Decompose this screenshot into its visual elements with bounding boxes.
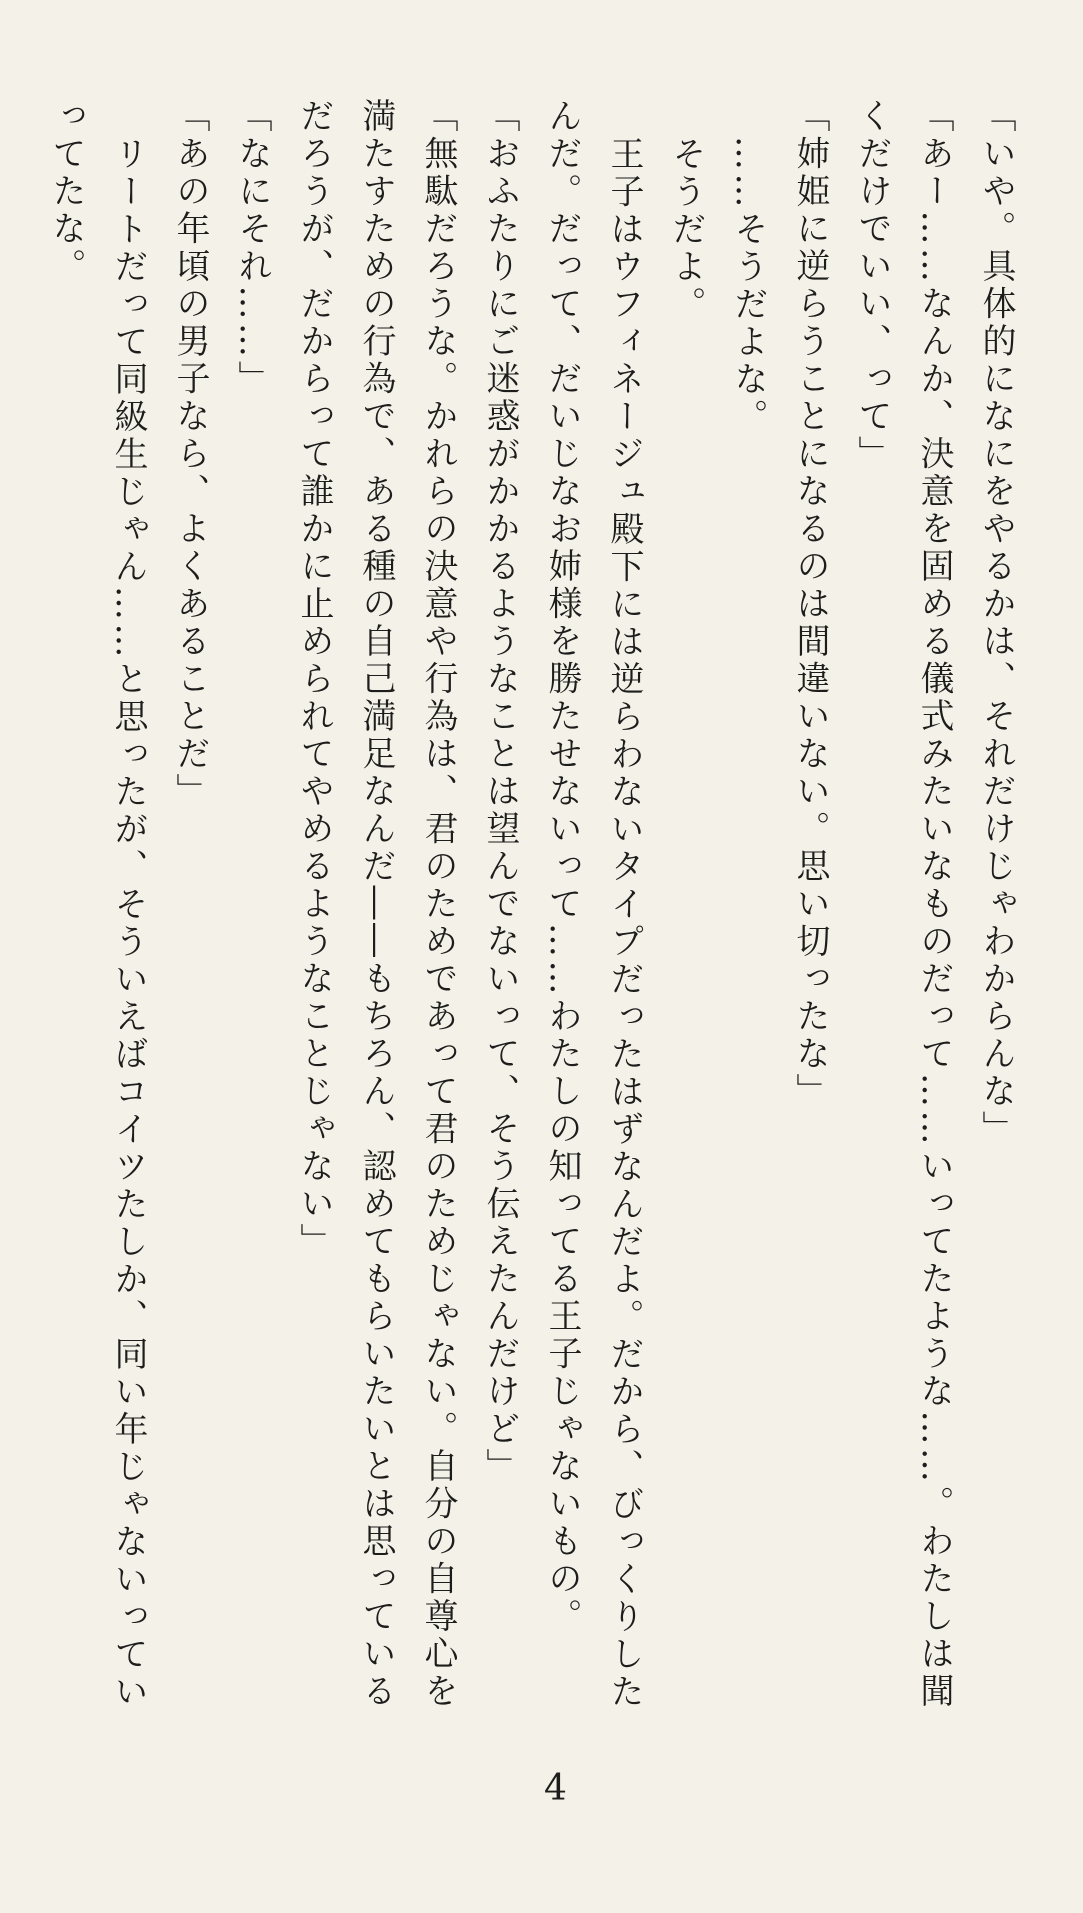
paragraph: 王子はウフィネージュ殿下には逆らわないタイプだったはずなんだよ。だから、びっくりしたんだ。だって、だいじなお姉様を勝たせないって……わたしの知ってる王子じゃないもの。 [542, 98, 644, 1711]
paragraph: 「あの年頃の男子なら、よくあることだ」 [170, 98, 210, 811]
paragraph: リートだって同級生じゃん……と思ったが、そういえばコイツたしか、同い年じゃないっていってたな。 [46, 98, 148, 1711]
paragraph: そうだよ。 [666, 136, 706, 324]
page-number: 4 [544, 1768, 567, 1809]
paragraph: 「姉姫に逆らうことになるのは間違いない。思い切ったな」 [790, 98, 830, 1111]
paragraph: 「いや。具体的になにをやるかは、それだけじゃわからんな」 [976, 98, 1016, 1148]
page-text [35, 98, 1027, 1713]
paragraph: 「なにそれ……」 [232, 98, 272, 398]
paragraph: ……そうだよな。 [728, 136, 768, 436]
paragraph: 「おふたりにご迷惑がかかるようなことは望んでないって、そう伝えたんだけど」 [480, 98, 520, 1486]
paragraph: 「あー……なんか、決意を固める儀式みたいなものだって……いってたような……。わたしは聞くだけでいい、って」 [852, 98, 954, 1711]
paragraph: 「無駄だろうな。かれらの決意や行為は、君のためであって君のためじゃない。自分の自尊心を満たすための行為で、ある種の自己満足なんだ――もちろん、認めてもらいたいとは思っているだろうが、だからって誰かに止められてやめるようなことじゃない」 [294, 98, 458, 1711]
